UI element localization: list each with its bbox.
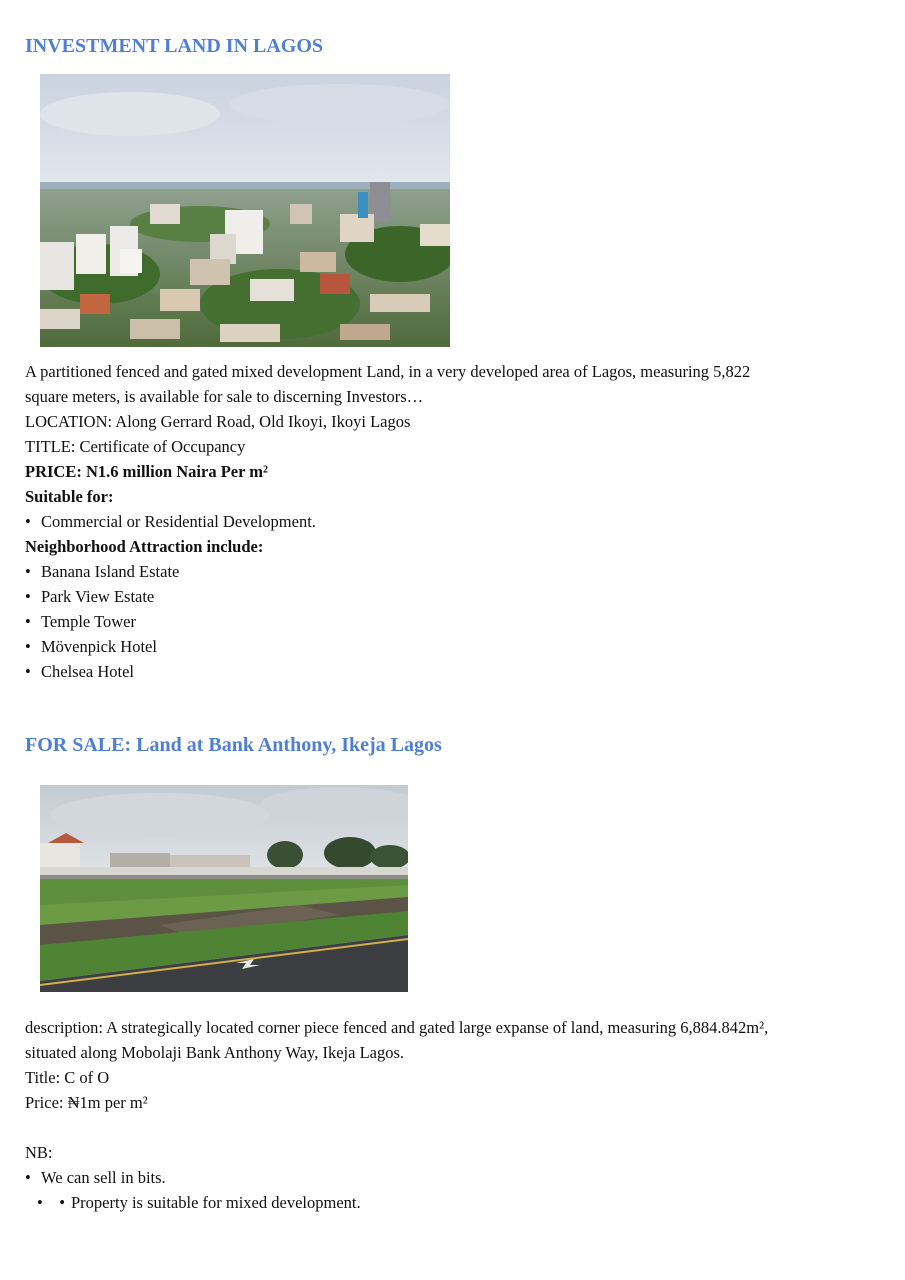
listing2-nb-list — [25, 1165, 865, 1190]
listing2-price: Price: ₦1m per m² — [25, 1093, 148, 1112]
listing2-nb-nested-list — [25, 1190, 865, 1215]
list-item: • Mövenpick Hotel — [25, 634, 865, 659]
list-item: • Park View Estate — [25, 584, 865, 609]
list-item: • We can sell in bits. — [25, 1165, 865, 1190]
listing2-nb-label: NB: — [25, 1143, 53, 1162]
listing1-suitable-heading: Suitable for: — [25, 487, 114, 506]
listing1-title: TITLE: Certificate of Occupancy — [25, 437, 246, 456]
listing2-title: Title: C of O — [25, 1068, 110, 1087]
listing1-details — [25, 359, 865, 684]
listing2-description-line1: description: A strategically located corner piece fenced and gated large expanse of land, measuring 6,884.842m², — [25, 1018, 769, 1037]
list-item: • Chelsea Hotel — [25, 659, 865, 684]
spacer — [25, 1115, 865, 1140]
listing1-description-line2: square meters, is available for sale to discerning Investors… — [25, 387, 424, 406]
listing1-suitable-list — [25, 509, 865, 534]
list-item: • • Property is suitable for mixed development. — [37, 1190, 865, 1215]
listing1-neighborhood-heading: Neighborhood Attraction include: — [25, 537, 264, 556]
listing1-aerial-city-photo — [40, 74, 450, 347]
list-item: • Banana Island Estate — [25, 559, 865, 584]
listing1-location: LOCATION: Along Gerrard Road, Old Ikoyi, Ikoyi Lagos — [25, 412, 411, 431]
listing1-description-line1: A partitioned fenced and gated mixed development Land, in a very developed area of Lagos, measuring 5,822 — [25, 362, 751, 381]
listing2-details — [25, 1015, 865, 1215]
list-item: • Temple Tower — [25, 609, 865, 634]
listing2-description-line2: situated along Mobolaji Bank Anthony Way, Ikeja Lagos. — [25, 1043, 405, 1062]
listing1-neighborhood-list — [25, 559, 865, 684]
listing1-heading: INVESTMENT LAND IN LAGOS — [25, 35, 324, 57]
listing2-heading: FOR SALE: Land at Bank Anthony, Ikeja Lagos — [25, 734, 442, 756]
listing1-price: PRICE: N1.6 million Naira Per m² — [25, 462, 268, 481]
listing2-land-photo — [40, 785, 408, 992]
list-item: • Commercial or Residential Development. — [25, 509, 865, 534]
